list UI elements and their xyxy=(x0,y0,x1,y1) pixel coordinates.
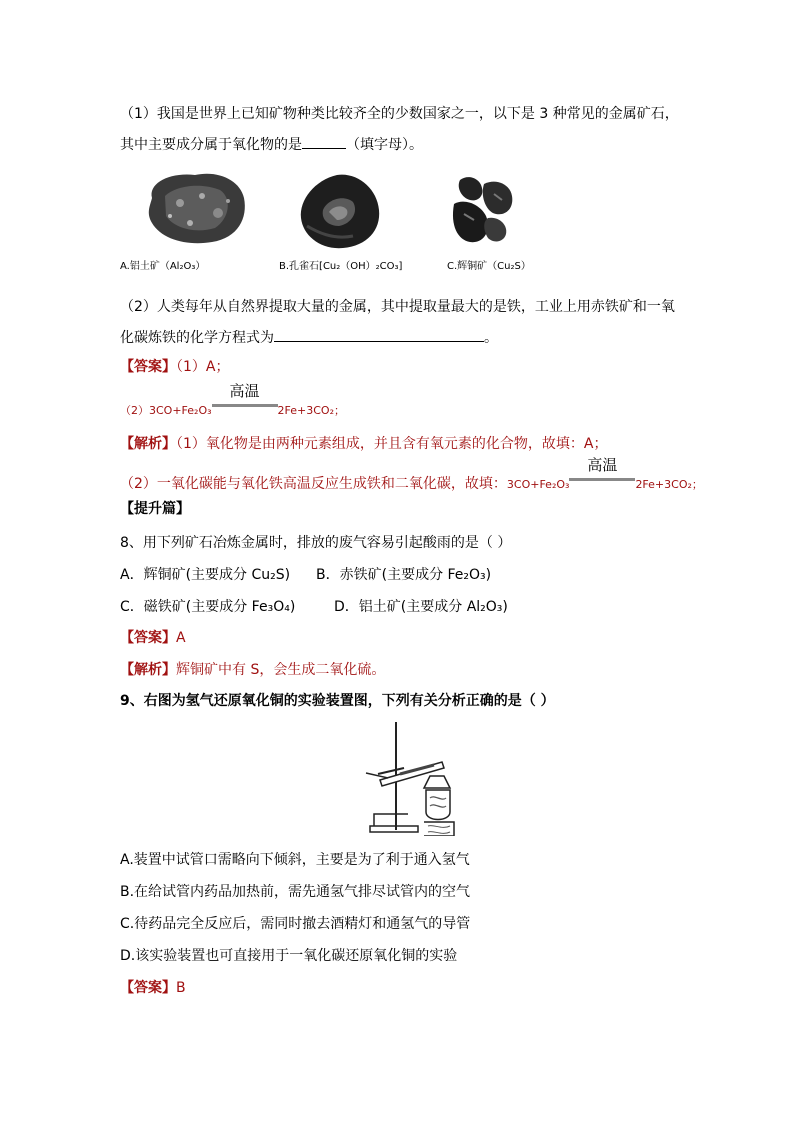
malachite-image xyxy=(293,170,383,250)
condition-text: 高温 xyxy=(229,382,260,400)
reaction-arrow xyxy=(212,404,278,407)
analysis-condition-text: 高温 xyxy=(587,456,618,474)
q9-stem: 9、右图为氢气还原氧化铜的实验装置图，下列有关分析正确的是（ ） xyxy=(120,693,555,709)
analysis-equation-products: 2Fe+3CO₂； xyxy=(635,478,703,491)
equation-products: 2Fe+3CO₂； xyxy=(277,404,345,417)
q1-line2 xyxy=(120,134,423,155)
q8-analysis xyxy=(120,660,385,680)
q2-line1: （2）人类每年从自然界提取大量的金属，其中提取量最大的是铁，工业上用赤铁矿和一氧 xyxy=(120,299,675,315)
analysis-label: 【解析】 xyxy=(120,436,176,452)
q9-answer-value: B xyxy=(176,980,186,996)
q8-answer-value: A xyxy=(176,630,186,646)
answer1-line xyxy=(120,357,229,377)
answer-label: 【答案】 xyxy=(120,359,176,375)
q8-option-b: B．赤铁矿(主要成分 Fe₂O₃) xyxy=(316,567,492,583)
analysis1-text1: （1）氧化物是由两种元素组成，并且含有氧元素的化合物，故填：A； xyxy=(176,436,608,452)
answer1-text: （1）A； xyxy=(176,359,230,375)
q2-line2-post: 。 xyxy=(484,330,498,346)
answer1-equation xyxy=(120,382,345,421)
q1-line2-post: （填字母）。 xyxy=(346,137,423,153)
analysis1-line1 xyxy=(120,434,607,454)
q8-answer xyxy=(120,628,186,648)
q2-line2-pre: 化碳炼铁的化学方程式为 xyxy=(120,330,274,346)
analysis-equation-reactants: 3CO+Fe₂O₃ xyxy=(506,478,570,491)
q8-analysis-label: 【解析】 xyxy=(120,662,176,678)
bauxite-image xyxy=(140,168,250,248)
bauxite-caption: A.铝土矿（Al₂O₃） xyxy=(120,261,206,272)
section-title: 【提升篇】 xyxy=(120,501,190,517)
chalcocite-caption: C.辉铜矿（Cu₂S） xyxy=(447,261,531,272)
q1-line2-pre: 其中主要成分属于氧化物的是 xyxy=(120,137,302,153)
q9-answer xyxy=(120,978,186,998)
q9-option-c: C.待药品完全反应后，需同时撤去酒精灯和通氢气的导管 xyxy=(120,916,471,932)
q9-option-d: D.该实验装置也可直接用于一氧化碳还原氧化铜的实验 xyxy=(120,948,458,964)
q8-option-a: A．辉铜矿(主要成分 Cu₂S) xyxy=(120,567,291,583)
analysis-reaction-arrow xyxy=(569,478,635,481)
equation-reactants: （2）3CO+Fe₂O₃ xyxy=(120,404,212,417)
analysis1-line2 xyxy=(120,456,703,495)
chalcocite-image xyxy=(440,170,520,250)
q1-answer-blank xyxy=(302,134,346,149)
q2-line2 xyxy=(120,327,498,348)
q8-options-row2 xyxy=(120,597,508,617)
q2-answer-blank xyxy=(274,327,484,342)
q8-options-row1 xyxy=(120,565,491,585)
hydrogen-reduction-apparatus-figure xyxy=(364,718,459,836)
q8-analysis-text: 辉铜矿中有 S，会生成二氧化硫。 xyxy=(176,662,386,678)
q9-option-b: B.在给试管内药品加热前，需先通氢气排尽试管内的空气 xyxy=(120,884,471,900)
analysis-reaction-condition xyxy=(569,456,635,488)
q9-answer-label: 【答案】 xyxy=(120,980,176,996)
q1-line1: （1）我国是世界上已知矿物种类比较齐全的少数国家之一，以下是 3 种常见的金属矿石， xyxy=(120,106,679,122)
q8-option-d: D．铝土矿(主要成分 Al₂O₃) xyxy=(334,599,508,615)
malachite-caption: B.孔雀石[Cu₂（OH）₂CO₃] xyxy=(279,261,403,272)
reaction-condition xyxy=(212,382,278,414)
q8-answer-label: 【答案】 xyxy=(120,630,176,646)
q8-stem: 8、用下列矿石冶炼金属时，排放的废气容易引起酸雨的是（ ） xyxy=(120,535,512,551)
q8-option-c: C．磁铁矿(主要成分 Fe₃O₄) xyxy=(120,599,296,615)
q9-option-a: A.装置中试管口需略向下倾斜，主要是为了利于通入氢气 xyxy=(120,852,470,868)
analysis1-text2: （2）一氧化碳能与氧化铁高温反应生成铁和二氧化碳，故填： xyxy=(120,476,507,492)
